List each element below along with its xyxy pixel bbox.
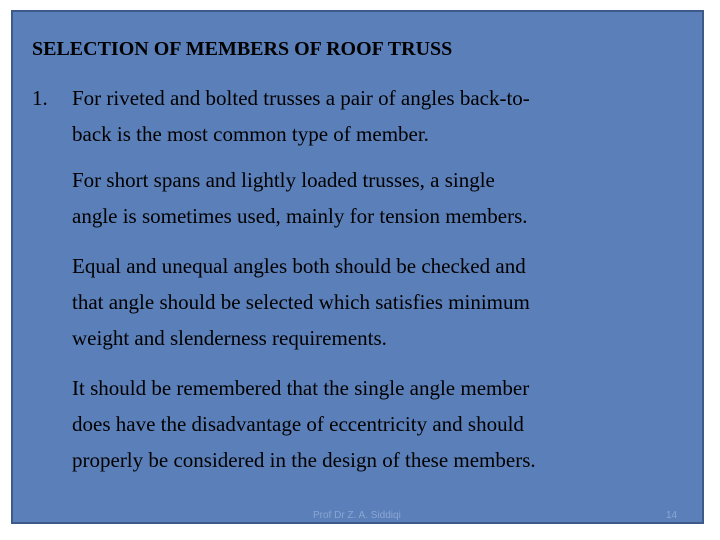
- footer-page-number: 14: [666, 510, 678, 521]
- paragraph-3: [72, 248, 530, 356]
- paragraph-2: [72, 162, 528, 234]
- paragraph-line: Equal and unequal angles both should be checked and: [72, 254, 526, 278]
- paragraph-line: For short spans and lightly loaded trusses, a single: [72, 168, 495, 192]
- paragraph-4: [72, 370, 536, 478]
- paragraph-line: back is the most common type of member.: [72, 122, 429, 146]
- slide-title: SELECTION OF MEMBERS OF ROOF TRUSS: [32, 38, 453, 60]
- paragraph-line: angle is sometimes used, mainly for tension members.: [72, 204, 528, 228]
- paragraph-line: It should be remembered that the single angle member: [72, 376, 530, 400]
- list-number: 1.: [32, 86, 48, 110]
- paragraph-line: does have the disadvantage of eccentricity and should: [72, 412, 524, 436]
- paragraph-line: that angle should be selected which satisfies minimum: [72, 290, 530, 314]
- paragraph-line: For riveted and bolted trusses a pair of angles back-to-: [72, 86, 530, 110]
- paragraph-1: [72, 80, 530, 152]
- paragraph-line: weight and slenderness requirements.: [72, 326, 387, 350]
- paragraph-line: properly be considered in the design of these members.: [72, 448, 536, 472]
- footer-author: Prof Dr Z. A. Siddiqi: [313, 510, 401, 521]
- slide: [11, 10, 704, 524]
